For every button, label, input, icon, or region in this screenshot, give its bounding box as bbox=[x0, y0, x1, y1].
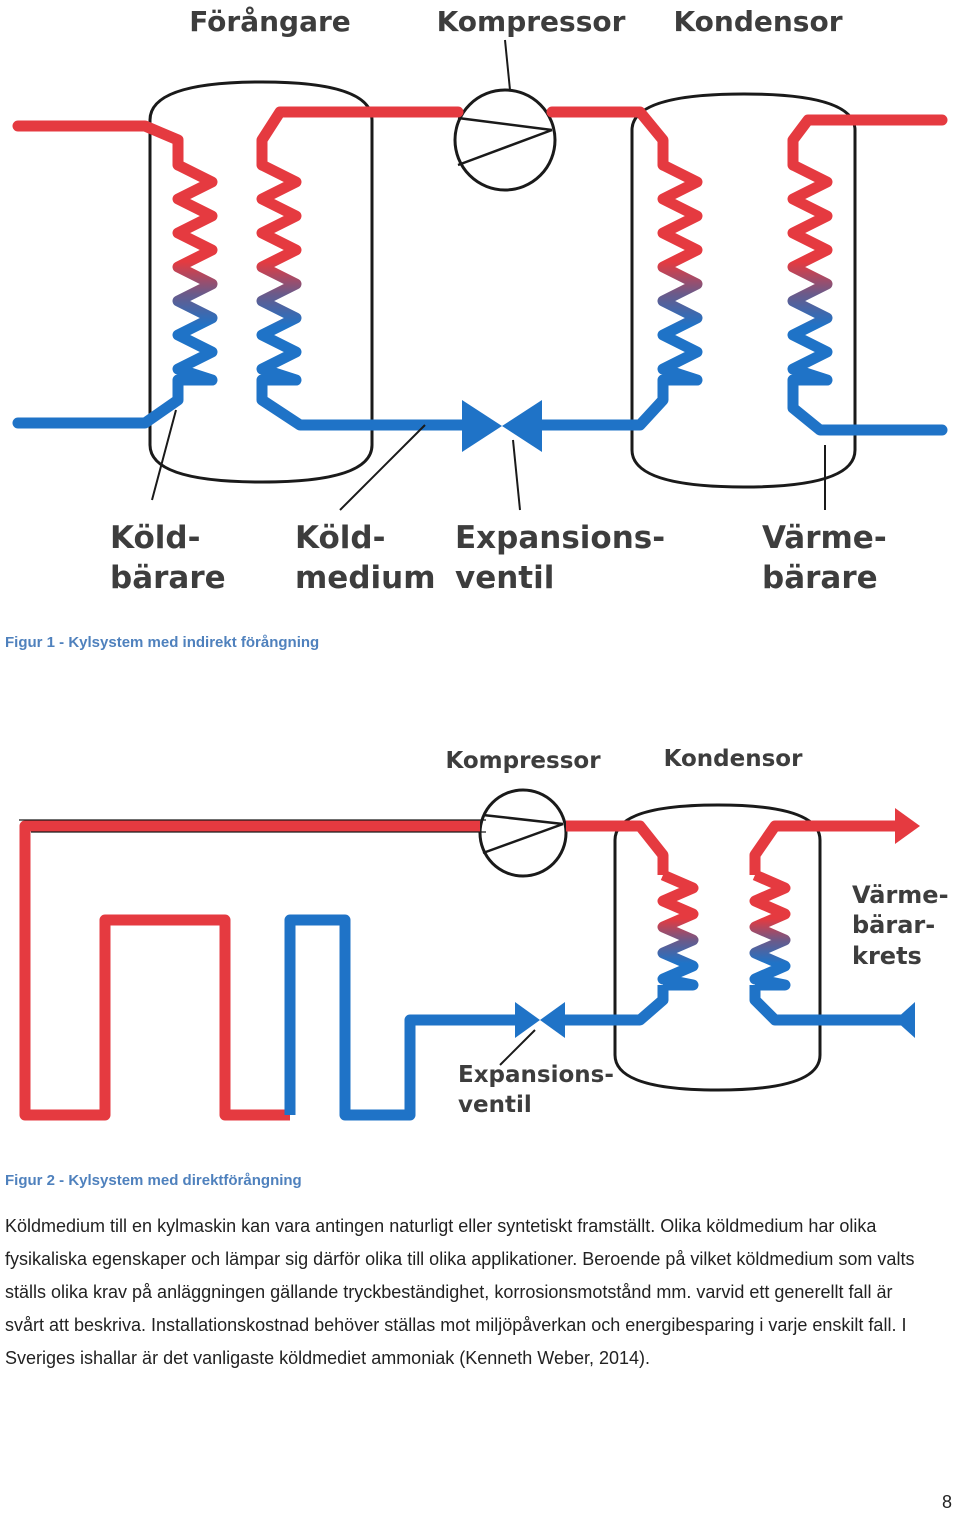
label-compressor-2: Kompressor bbox=[445, 748, 601, 774]
page-number: 8 bbox=[941, 1492, 952, 1512]
figure-2-caption: Figur 2 - Kylsystem med direktförångning bbox=[5, 1172, 302, 1189]
arrow-in-cold bbox=[895, 1002, 915, 1038]
label-compressor: Kompressor bbox=[436, 5, 626, 38]
label-expansion-2-line2: ventil bbox=[458, 1092, 532, 1118]
label-heat-circuit-line2: bärar- bbox=[852, 911, 936, 939]
expansion-valve-2 bbox=[515, 1002, 565, 1038]
label-heat-circuit-line1: Värme- bbox=[852, 881, 949, 909]
label-refrigerant-line1: Köld- bbox=[295, 520, 386, 556]
figure-1-diagram bbox=[0, 0, 960, 610]
compressor-symbol bbox=[455, 90, 555, 190]
label-coolant-line1: Köld- bbox=[110, 520, 201, 556]
condenser-tank-2 bbox=[615, 805, 820, 1090]
compressor-symbol-2 bbox=[480, 790, 566, 876]
label-heat-circuit-line3: krets bbox=[852, 942, 922, 970]
label-heat-carrier-line2: bärare bbox=[762, 560, 878, 596]
label-expansion-2-line1: Expansions- bbox=[458, 1062, 614, 1088]
coil-evaporator-right bbox=[262, 165, 296, 380]
expansion-valve bbox=[462, 400, 542, 452]
label-heat-carrier-line1: Värme- bbox=[762, 520, 887, 556]
label-condenser: Kondensor bbox=[673, 5, 843, 38]
coil-condenser-right bbox=[793, 165, 827, 380]
figure-1-caption: Figur 1 - Kylsystem med indirekt förångning bbox=[5, 634, 320, 651]
label-refrigerant-line2: medium bbox=[295, 560, 436, 596]
coil-condenser-2-right bbox=[755, 875, 785, 985]
figure-2-diagram bbox=[0, 730, 960, 1140]
coil-condenser-left bbox=[663, 165, 697, 380]
coil-evaporator-left bbox=[178, 165, 212, 380]
arrow-out-hot bbox=[895, 808, 920, 844]
coil-condenser-2-left bbox=[663, 875, 693, 985]
label-evaporator: Förångare bbox=[189, 5, 351, 38]
label-coolant-line2: bärare bbox=[110, 560, 226, 596]
pipe-cold-2 bbox=[560, 985, 910, 1020]
label-expansion-line2: ventil bbox=[455, 560, 555, 596]
body-paragraph: Köldmedium till en kylmaskin kan vara antingen naturligt eller syntetiskt framställt. Olika köldmedium har olika fysikaliska egenskaper och lämpar sig därför olika till olika applikationer. Beroende på vilket köldmedium som valts ställs olika krav på anläggningen gällande tryckbeständighet, korrosionsmotstånd mm. varvid ett generellt fall är svårt att beskriva. Installationskostnad behöver ställas mot miljöpåverkan och energibesparing i varje enskilt fall. I Sveriges ishallar är det vanligaste köldmediet ammoniak (Kenneth Weber, 2014). bbox=[5, 1216, 915, 1368]
label-expansion-line1: Expansions- bbox=[455, 520, 666, 556]
label-condenser-2: Kondensor bbox=[663, 746, 803, 772]
